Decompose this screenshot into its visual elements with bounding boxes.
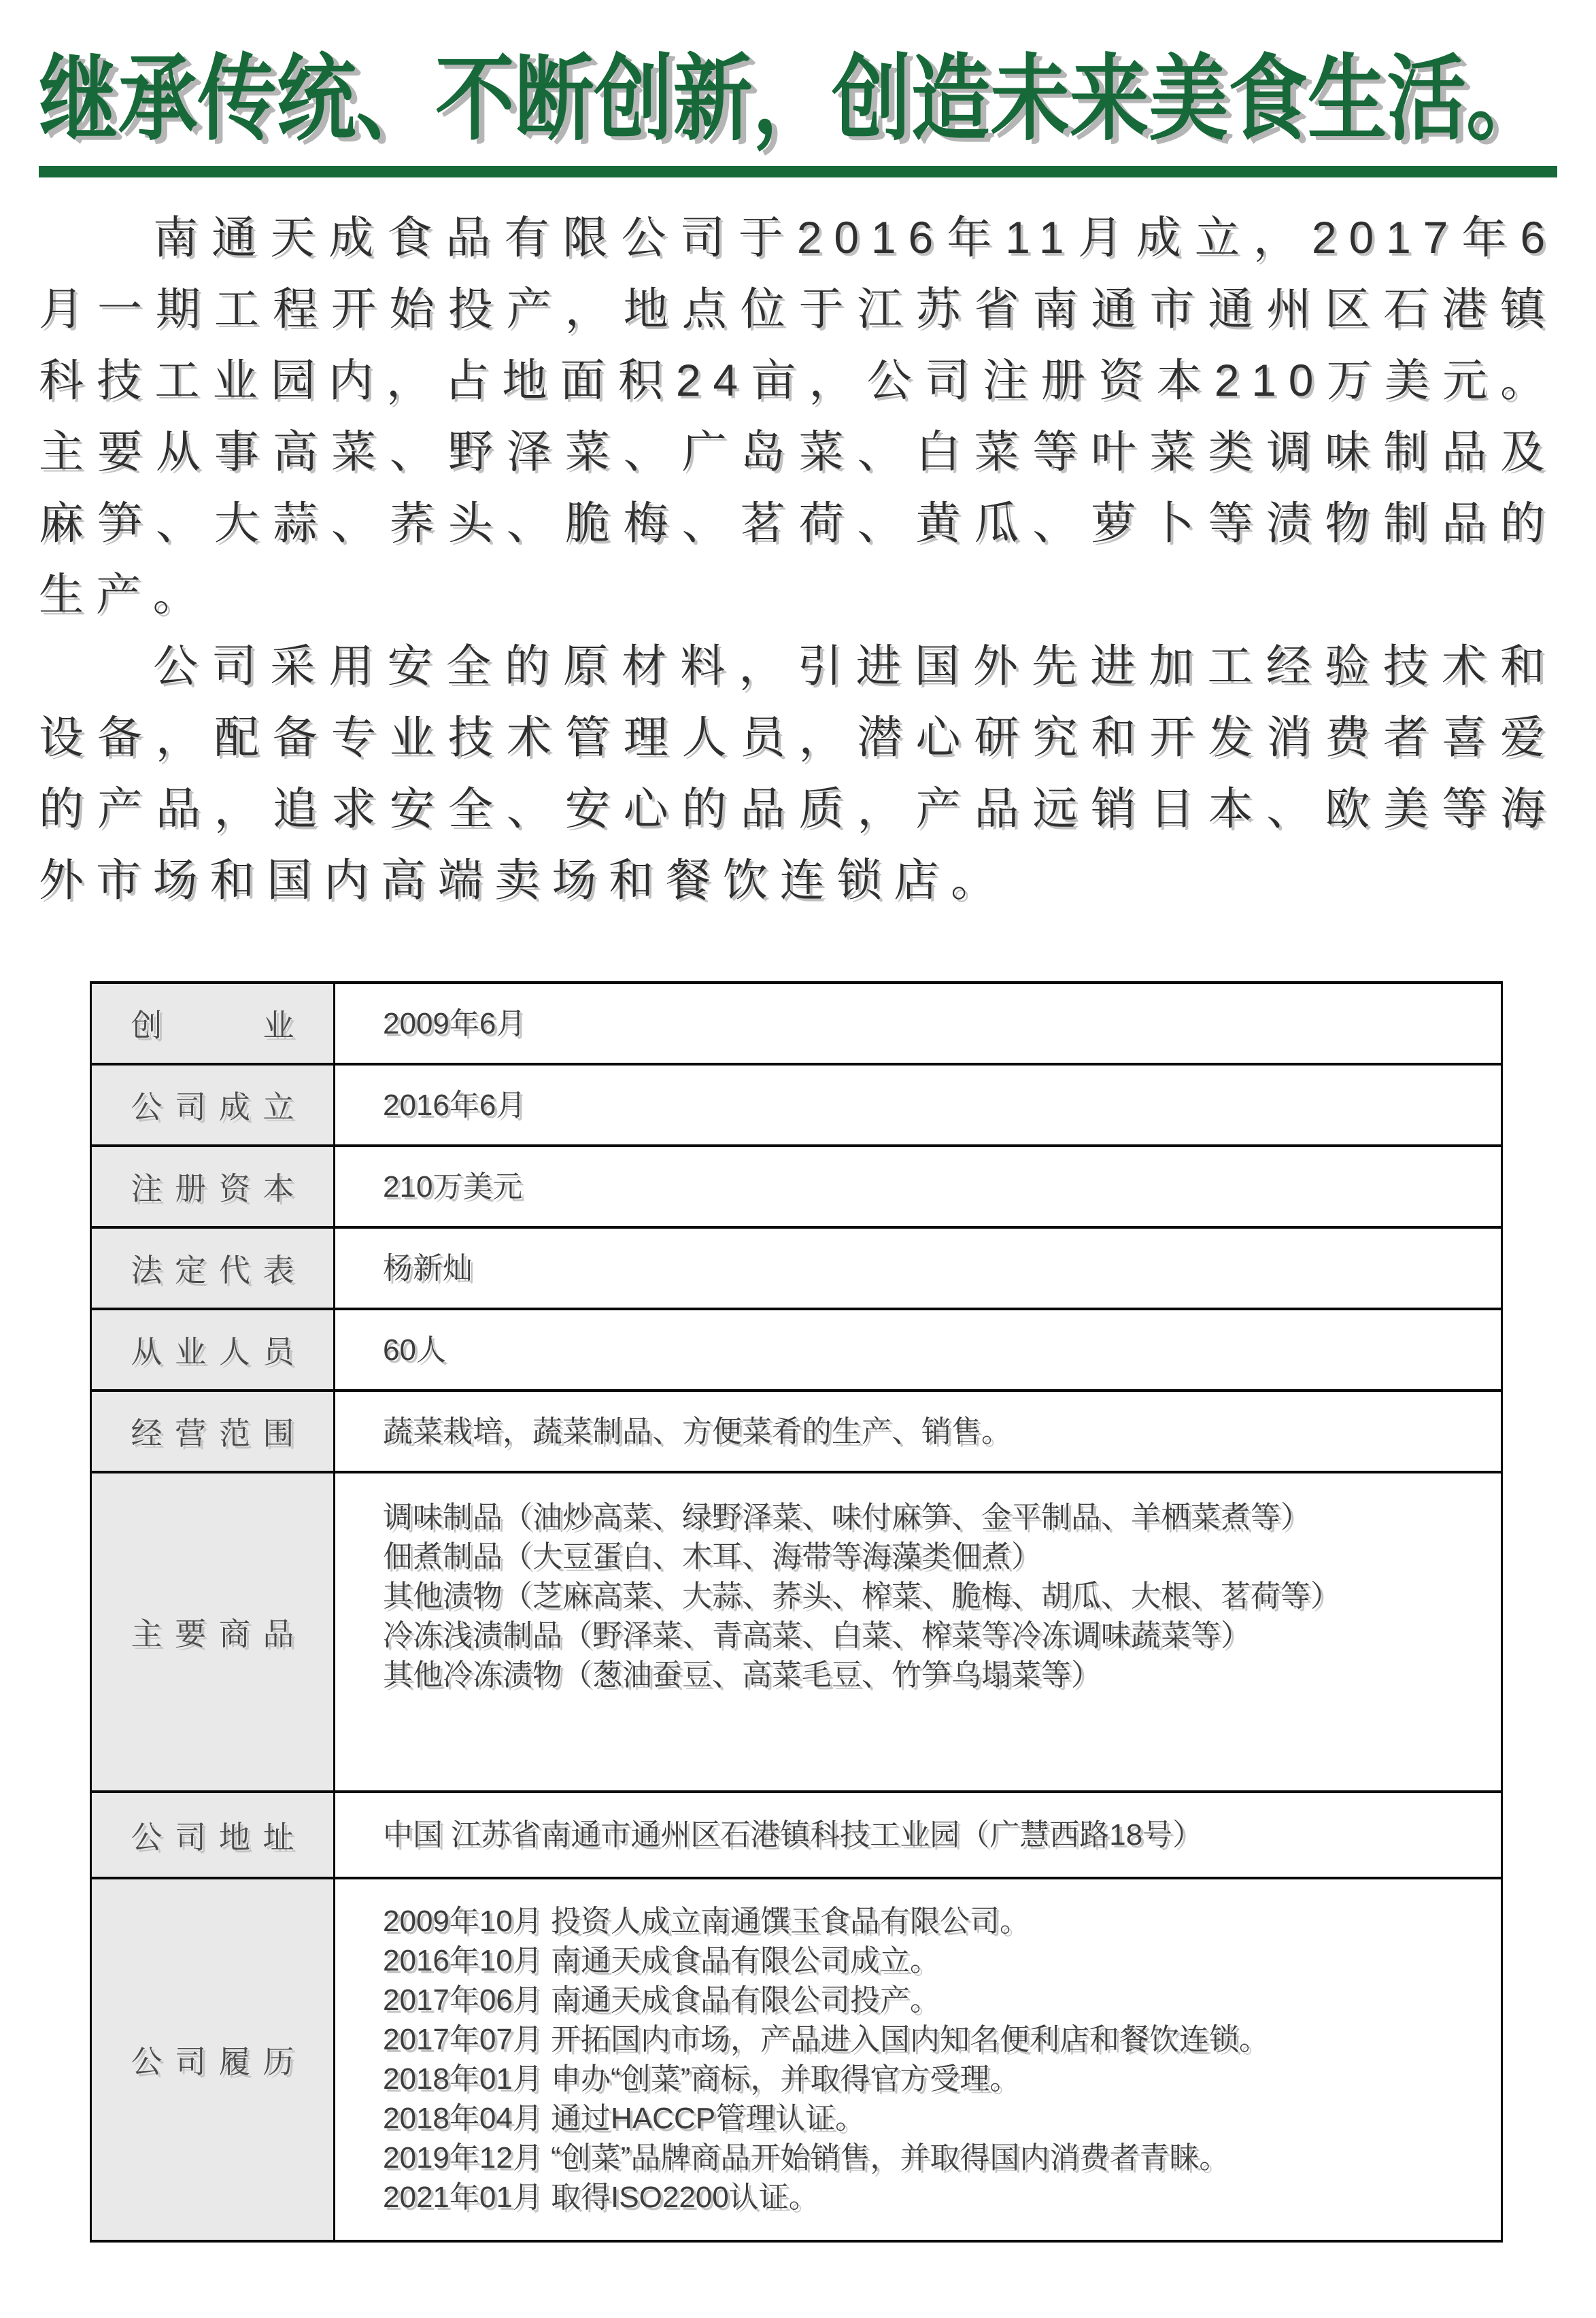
row-label: 注册资本 bbox=[131, 1171, 294, 1206]
page-title: 继承传统、不断创新，创造未来美食生活。 bbox=[39, 47, 1546, 152]
company-info-table bbox=[90, 981, 1503, 2243]
row-value: 蔬菜栽培，蔬菜制品、方便菜肴的生产、销售。 bbox=[383, 1414, 1011, 1448]
value-line: 2018年01月 申办“创菜”商标，并取得官方受理。 bbox=[383, 2062, 1020, 2096]
company-info-table-body bbox=[91, 983, 1502, 2241]
row-label: 主要商品 bbox=[131, 1616, 294, 1652]
row-value: 210万美元 bbox=[383, 1170, 523, 1204]
table-row bbox=[91, 1227, 1502, 1309]
value-line: 其他渍物（芝麻高菜、大蒜、荞头、榨菜、脆梅、胡瓜、大根、茗荷等） bbox=[383, 1580, 1340, 1613]
title-underline-rule bbox=[39, 166, 1557, 177]
row-label-cell bbox=[91, 1878, 335, 2241]
row-label-cell bbox=[91, 983, 335, 1064]
intro-section bbox=[39, 202, 1557, 916]
row-label-cell bbox=[91, 1792, 335, 1878]
row-value: 2009年6月 bbox=[383, 1006, 526, 1040]
row-label: 创业 bbox=[131, 1008, 294, 1043]
value-line: 2016年10月 南通天成食品有限公司成立。 bbox=[383, 1944, 940, 1977]
row-label-cell bbox=[91, 1146, 335, 1227]
row-label-cell bbox=[91, 1227, 335, 1309]
row-value-cell bbox=[335, 1472, 1502, 1792]
page-header bbox=[39, 44, 1557, 177]
row-label: 从业人员 bbox=[131, 1334, 294, 1369]
table-row bbox=[91, 1878, 1502, 2241]
row-label: 公司成立 bbox=[131, 1089, 294, 1125]
intro-paragraph-2: 公司采用安全的原材料，引进国外先进加工经验技术和设备，配备专业技术管理人员，潜心研究和开发消费者喜爱的产品，追求安全、安心的品质，产品远销日本、欧美等海外市场和国内高端卖场和餐饮连锁店。 bbox=[39, 641, 1557, 905]
row-label-cell bbox=[91, 1391, 335, 1472]
row-value-cell bbox=[335, 1227, 1502, 1309]
value-line: 其他冷冻渍物（葱油蚕豆、高菜毛豆、竹笋乌塌菜等） bbox=[383, 1658, 1101, 1692]
row-label-cell bbox=[91, 1309, 335, 1391]
value-line: 调味制品（油炒高菜、绿野泽菜、味付麻笋、金平制品、羊栖菜煮等） bbox=[383, 1501, 1310, 1534]
row-value: 中国 江苏省南通市通州区石港镇科技工业园（广慧西路18号） bbox=[383, 1818, 1203, 1852]
table-row bbox=[91, 1064, 1502, 1146]
row-value-cell bbox=[335, 1792, 1502, 1878]
table-row bbox=[91, 1472, 1502, 1792]
value-line: 冷冻浅渍制品（野泽菜、青高菜、白菜、榨菜等冷冻调味蔬菜等） bbox=[383, 1619, 1251, 1652]
value-line: 2017年07月 开拓国内市场，产品进入国内知名便利店和餐饮连锁。 bbox=[383, 2023, 1270, 2056]
row-value: 杨新灿 bbox=[383, 1251, 473, 1285]
row-label: 经营范围 bbox=[131, 1416, 294, 1451]
table-row bbox=[91, 1146, 1502, 1227]
row-value-cell bbox=[335, 983, 1502, 1064]
row-value-cell bbox=[335, 1064, 1502, 1146]
value-line: 2018年04月 通过HACCP管理认证。 bbox=[383, 2102, 866, 2135]
row-label: 法定代表 bbox=[131, 1252, 294, 1288]
row-value-cell bbox=[335, 1146, 1502, 1227]
row-value: 2016年6月 bbox=[383, 1088, 526, 1122]
table-row bbox=[91, 1792, 1502, 1878]
row-value-cell bbox=[335, 1878, 1502, 2241]
intro-paragraph-1: 南通天成食品有限公司于2016年11月成立，2017年6月一期工程开始投产，地点位于江苏省南通市通州区石港镇科技工业园内，占地面积24亩，公司注册资本210万美元。主要从事高菜、野泽菜、广岛菜、白菜等叶菜类调味制品及麻笋、大蒜、荞头、脆梅、茗荷、黄瓜、萝卜等渍物制品的生产。 bbox=[39, 212, 1557, 619]
row-value-cell bbox=[335, 1309, 1502, 1391]
value-line: 2019年12月 “创菜”品牌商品开始销售，并取得国内消费者青睐。 bbox=[383, 2141, 1229, 2175]
value-line: 2021年01月 取得ISO2200认证。 bbox=[383, 2181, 819, 2214]
row-label-cell bbox=[91, 1472, 335, 1792]
table-row bbox=[91, 983, 1502, 1064]
value-line: 佃煮制品（大豆蛋白、木耳、海带等海藻类佃煮） bbox=[383, 1540, 1041, 1573]
table-row bbox=[91, 1391, 1502, 1472]
row-value-cell bbox=[335, 1391, 1502, 1472]
row-label-cell bbox=[91, 1064, 335, 1146]
value-line: 2009年10月 投资人成立南通馔玉食品有限公司。 bbox=[383, 1905, 1030, 1938]
row-label: 公司履历 bbox=[131, 2044, 294, 2079]
value-line: 2017年06月 南通天成食品有限公司投产。 bbox=[383, 1983, 940, 2017]
table-row bbox=[91, 1309, 1502, 1391]
row-value: 60人 bbox=[383, 1333, 446, 1367]
row-label: 公司地址 bbox=[131, 1819, 294, 1855]
